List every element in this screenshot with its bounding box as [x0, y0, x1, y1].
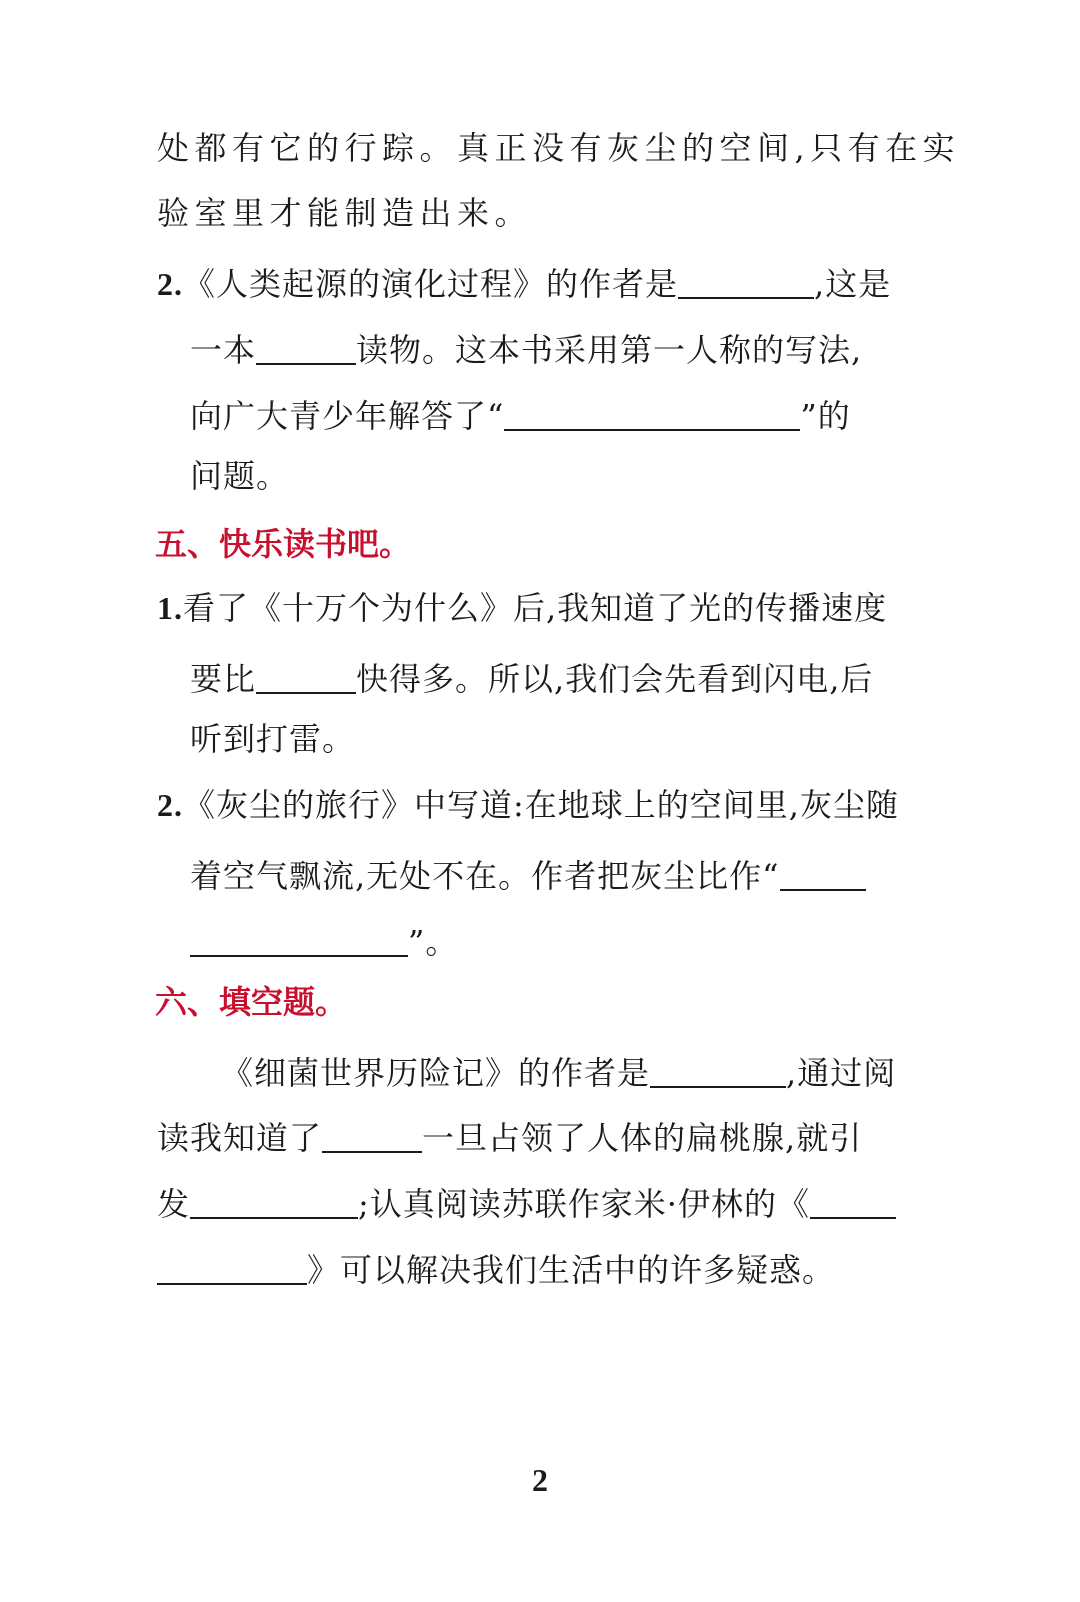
s4-q2-text-1: 《人类起源的演化过程》的作者是 [183, 265, 679, 303]
s4-q2-text-2: ,这是 [814, 265, 892, 303]
s6-text-4: 一旦占领了人体的扁桃腺,就引 [422, 1119, 863, 1157]
s6-text-3: 读我知道了 [157, 1119, 323, 1157]
s5-q1-text-3: 快得多。所以,我们会先看到闪电,后 [356, 660, 874, 698]
s5-q1-text-1: 看了《十万个为什么》后,我知道了光的传播速度 [183, 589, 888, 627]
s6-blank-bacteria[interactable] [322, 1117, 422, 1153]
s5-q1-line-1 [157, 588, 887, 628]
s5-q1-text-2: 要比 [190, 660, 257, 698]
s6-text-5: 发 [157, 1185, 191, 1223]
s6-text-1: 《细菌世界历险记》的作者是 [221, 1054, 651, 1092]
s4-q2-blank-question[interactable] [504, 395, 800, 431]
continuation-text-2: 验室里才能制造出来。 [157, 194, 533, 232]
s5-q1-number: 1. [157, 590, 183, 626]
s6-text-2: ,通过阅 [786, 1054, 897, 1092]
s5-q2-text-2: 着空气飘流,无处不在。作者把灰尘比作“ [190, 857, 780, 895]
s6-text-7: 》可以解决我们生活中的许多疑惑。 [307, 1251, 836, 1289]
s5-q2-blank-metaphor-a[interactable] [780, 855, 866, 891]
s5-q2-line-3 [190, 917, 458, 962]
s4-q2-number: 2. [157, 266, 183, 302]
s6-blank-book-a[interactable] [810, 1183, 896, 1219]
s6-line-2 [157, 1113, 862, 1158]
s5-q2-number: 2. [157, 787, 183, 823]
s4-q2-text-3: 一本 [190, 331, 257, 369]
s6-line-3 [157, 1179, 896, 1224]
s4-q2-blank-type[interactable] [256, 329, 356, 365]
s5-q2-line-1 [157, 785, 899, 825]
s5-q1-text-4: 听到打雷。 [190, 720, 356, 758]
s4-q2-line-2 [190, 325, 862, 370]
s6-blank-book-b[interactable] [157, 1249, 307, 1285]
s5-q2-blank-metaphor-b[interactable] [190, 921, 408, 957]
s6-line-1 [221, 1048, 896, 1093]
s5-q2-line-2 [190, 851, 866, 896]
page-number: 2 [532, 1462, 548, 1498]
continuation-line-2 [157, 193, 532, 233]
s6-blank-author[interactable] [650, 1052, 786, 1088]
continuation-text-1: 处都有它的行踪。真正没有灰尘的空间,只有在实 [157, 129, 961, 167]
s5-q1-blank-speed[interactable] [256, 658, 356, 694]
s4-q2-line-1 [157, 259, 891, 304]
s5-q1-line-2 [190, 654, 873, 699]
s4-q2-text-4: 读物。这本书采用第一人称的写法, [356, 331, 863, 369]
section-5-heading: 五、快乐读书吧。 [155, 525, 412, 563]
s5-q2-text-1: 《灰尘的旅行》中写道:在地球上的空间里,灰尘随 [183, 786, 899, 824]
s6-blank-disease[interactable] [190, 1183, 358, 1219]
s6-text-6: ;认真阅读苏联作家米·伊林的《 [358, 1185, 810, 1223]
s4-q2-text-7: 问题。 [190, 457, 290, 495]
section-6-heading: 六、填空题。 [155, 983, 348, 1021]
s5-q1-line-3 [190, 719, 355, 759]
s4-q2-text-6: ”的 [800, 397, 851, 435]
s6-line-4 [157, 1245, 835, 1290]
continuation-line-1 [157, 128, 961, 168]
s5-q2-text-3: ”。 [408, 923, 459, 961]
s4-q2-blank-author[interactable] [678, 263, 814, 299]
s4-q2-line-4 [190, 456, 289, 496]
s4-q2-line-3 [190, 391, 851, 436]
s4-q2-text-5: 向广大青少年解答了“ [190, 397, 505, 435]
